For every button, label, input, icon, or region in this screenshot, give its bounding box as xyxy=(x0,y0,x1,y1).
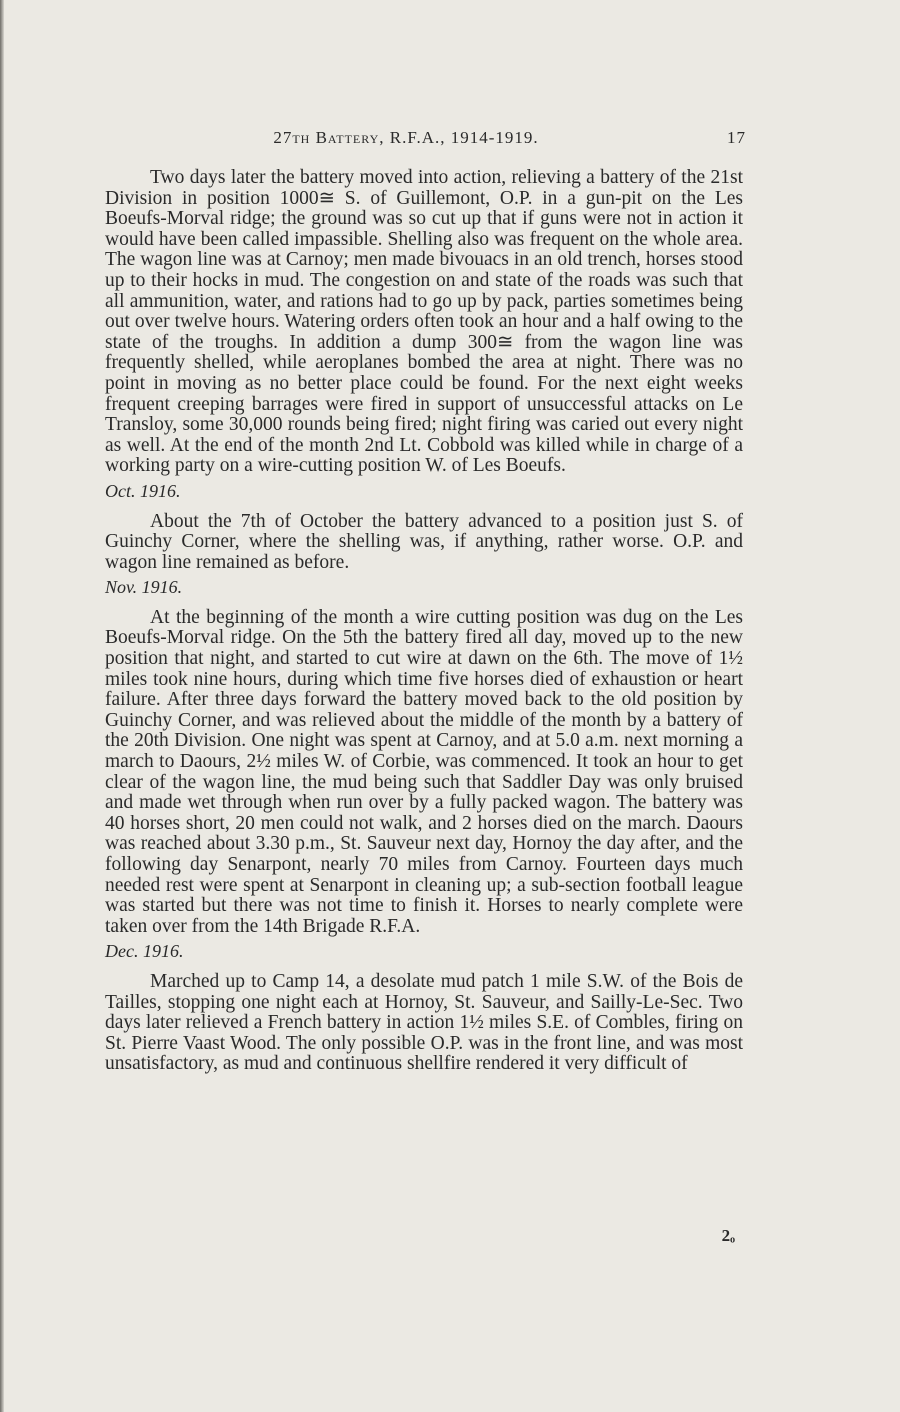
paragraph-sept-1916: Two days later the battery moved into action, relieving a battery of the 21st Division in position 1000≅ S. of Guillemont, O.P. in a gun-pit on the Les Boeufs-Morval ridge; the ground was so cut up that if guns were not in action it would have been called impassible. Shelling also was frequent on the whole area. The wagon line was at Carnoy; men made bivouacs in an old trench, horses stood up to their hocks in mud. The congestion on and state of the roads was such that all ammunition, water, and rations had to go up by pack, parties sometimes being out over twelve hours. Watering orders often took an hour and a half owing to the state of the troughs. In addition a dump 300≅ from the wagon line was frequently shelled, while aeroplanes bombed the area at night. There was no point in moving as no better place could be found. For the next eight weeks frequent creeping barrages were fired in support of unsuccessful attacks on Le Transloy, some 30,000 rounds being fired; night firing was caried out every night as well. At the end of the month 2nd Lt. Cobbold was killed while in charge of a working party on a wire-cutting position W. of Les Boeufs. xyxy=(105,167,743,477)
page-body xyxy=(105,168,743,1075)
date-heading-dec-1916: Dec. 1916. xyxy=(105,941,184,962)
paragraph-nov-1916: At the beginning of the month a wire cutting position was dug on the Les Boeufs-Morval ridge. On the 5th the battery fired all day, moved up to the new position that night, and started to cut wire at dawn on the 6th. The move of 1½ miles took nine hours, during which time five horses died of exhaustion or heart failure. After three days forward the battery moved back to the old position by Guinchy Corner, and was relieved about the middle of the month by a battery of the 20th Division. One night was spent at Carnoy, and at 5.0 a.m. next morning a march to Daours, 2½ miles W. of Corbie, was commenced. It took an hour to get clear of the wagon line, the mud being such that Saddler Day was only bruised and made wet through when run over by a fully packed wagon. The battery was 40 horses short, 20 men could not walk, and 2 horses died on the march. Daours was reached about 3.30 p.m., St. Sauveur next day, Hornoy the day after, and the following day Senarpont, nearly 70 miles from Carnoy. Fourteen days much needed rest were spent at Senarpont in cleaning up; a sub-section football league was started but there was not time to finish it. Horses to nearly complete were taken over from the 14th Brigade R.F.A. xyxy=(105,606,743,937)
date-heading-oct-1916: Oct. 1916. xyxy=(105,480,181,501)
running-title: 27th Battery, R.F.A., 1914-1919. xyxy=(273,128,539,147)
paragraph-oct-1916: About the 7th of October the battery advanced to a position just S. of Guinchy Corner, where the shelling was, if anything, rather worse. O.P. and wagon line remained as before. xyxy=(105,510,743,573)
page-edge xyxy=(0,0,4,1412)
signature-mark: 2ₒ xyxy=(721,1226,735,1245)
date-heading-nov-1916: Nov. 1916. xyxy=(105,577,183,598)
paragraph-dec-1916: Marched up to Camp 14, a desolate mud patch 1 mile S.W. of the Bois de Tailles, stopping one night each at Hornoy, St. Sauveur, and Sailly-Le-Sec. Two days later relieved a French battery in action 1½ miles S.E. of Combles, firing on St. Pierre Vaast Wood. The only possible O.P. was in the front line, and was most unsatisfactory, as mud and continuous shellfire rendered it very difficult of xyxy=(105,970,743,1075)
page-number: 17 xyxy=(727,128,746,147)
